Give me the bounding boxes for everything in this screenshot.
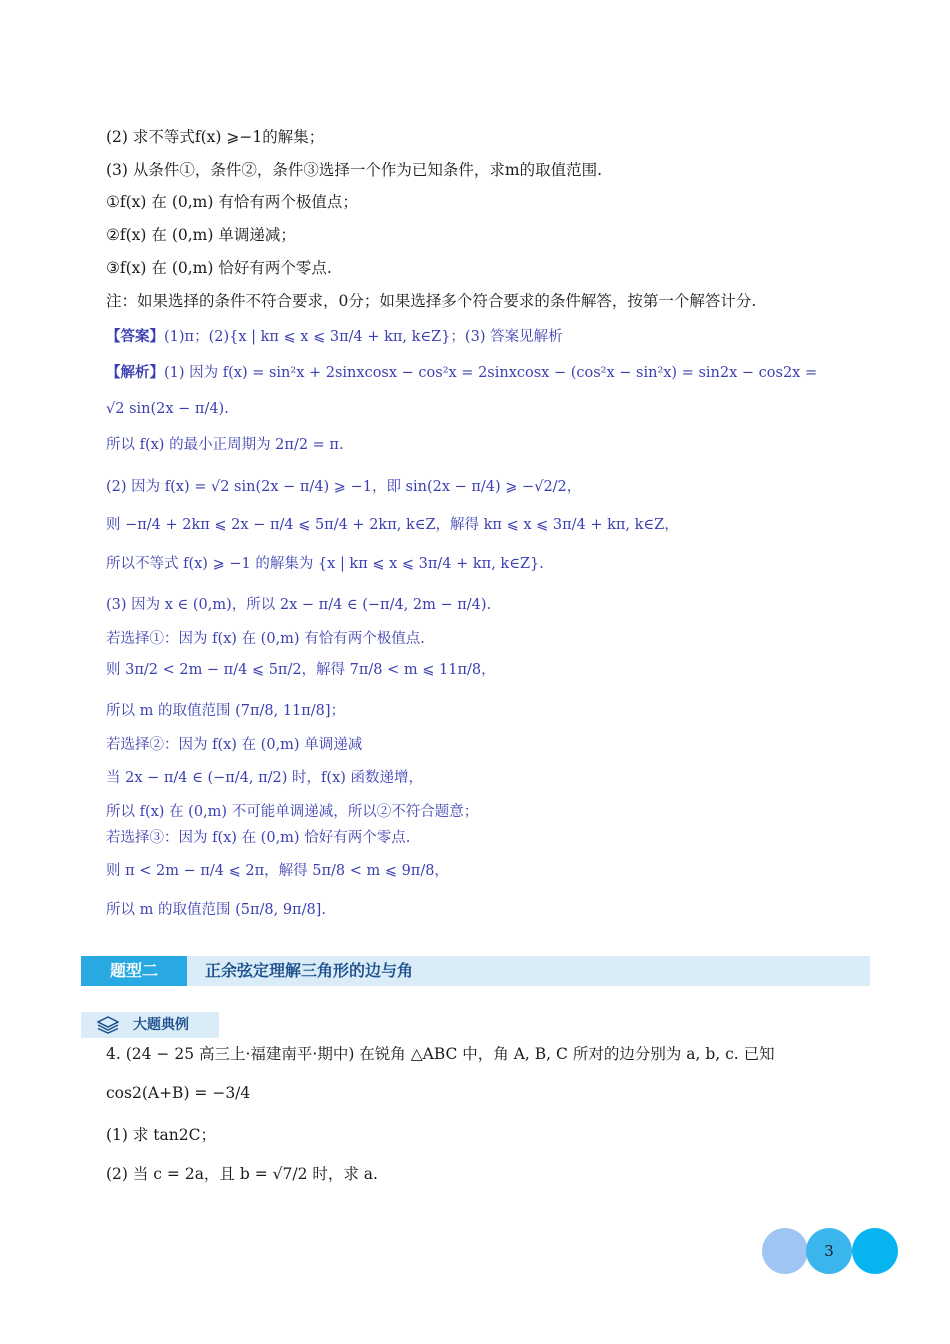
analysis-line-7: (3) 因为 x ∈ (0,m)，所以 2x − π/4 ∈ (−π/4, 2m − π/4). (106, 597, 492, 613)
analysis-line-8: 若选择①：因为 f(x) 在 (0,m) 有恰有两个极值点. (106, 631, 425, 647)
section-header (81, 956, 870, 986)
analysis-line-10: 所以 m 的取值范围 (7π/8, 11π/8]； (106, 703, 346, 719)
problem-4-stem: 4. (24 − 25 高三上·福建南平·期中) 在锐角 △ABC 中，角 A, B, C 所对的边分别为 a, b, c. 已知 (106, 1045, 775, 1063)
analysis-line-4: (2) 因为 f(x) = √2 sin(2x − π/4) ⩾ −1，即 sin(2x − π/4) ⩾ −√2/2， (106, 479, 582, 495)
example-badge (81, 1012, 219, 1038)
problem-4-part-2: (2) 当 c = 2a，且 b = √7/2 时，求 a. (106, 1165, 378, 1183)
condition-2: ②f(x) 在 (0,m) 单调递减； (106, 226, 296, 244)
analysis-line-15: 则 π < 2m − π/4 ⩽ 2π，解得 5π/8 < m ⩽ 9π/8， (106, 863, 449, 879)
problem-4-given: cos2(A+B) = −3/4 (106, 1084, 251, 1102)
analysis-line-14: 若选择③：因为 f(x) 在 (0,m) 恰好有两个零点. (106, 830, 411, 846)
section-title: 正余弦定理解三角形的边与角 (205, 961, 414, 980)
page-number-badge (762, 1228, 902, 1278)
problem-4-part-1: (1) 求 tan2C； (106, 1126, 216, 1144)
condition-3: ③f(x) 在 (0,m) 恰好有两个零点. (106, 259, 332, 277)
analysis-line-1 (106, 362, 817, 384)
answer-tag: 【答案】 (106, 328, 164, 345)
analysis-line-5: 则 −π/4 + 2kπ ⩽ 2x − π/4 ⩽ 5π/4 + 2kπ, k∈Z，解得 kπ ⩽ x ⩽ 3π/4 + kπ, k∈Z， (106, 517, 679, 533)
layers-icon (97, 1016, 119, 1034)
analysis-line-6: 所以不等式 f(x) ⩾ −1 的解集为 {x | kπ ⩽ x ⩽ 3π/4 + kπ, k∈Z}. (106, 556, 544, 572)
question-part-2: (2) 求不等式f(x) ⩾−1的解集； (106, 128, 325, 146)
condition-1: ①f(x) 在 (0,m) 有恰有两个极值点； (106, 193, 358, 211)
section-tag: 题型二 (81, 956, 187, 986)
analysis-tag: 【解析】 (106, 364, 164, 381)
answer-line (106, 326, 563, 348)
analysis-line-2: √2 sin(2x − π/4). (106, 401, 229, 417)
analysis-line-11: 若选择②：因为 f(x) 在 (0,m) 单调递减 (106, 737, 363, 753)
example-label: 大题典例 (133, 1017, 189, 1033)
analysis-line-3: 所以 f(x) 的最小正周期为 2π/2 = π. (106, 437, 344, 453)
page-circle-right (852, 1228, 898, 1274)
page-number: 3 (824, 1242, 834, 1260)
analysis-line-12: 当 2x − π/4 ∈ (−π/4, π/2) 时，f(x) 函数递增， (106, 770, 424, 786)
grading-note: 注：如果选择的条件不符合要求，0分；如果选择多个符合要求的条件解答，按第一个解答计分. (106, 292, 757, 310)
analysis-text-1: (1) 因为 f(x) = sin²x + 2sinxcosx − cos²x = 2sinxcosx − (cos²x − sin²x) = sin2x − cos2x = (164, 365, 818, 381)
analysis-line-9: 则 3π/2 < 2m − π/4 ⩽ 5π/2，解得 7π/8 < m ⩽ 11π/8， (106, 662, 496, 678)
analysis-line-16: 所以 m 的取值范围 (5π/8, 9π/8]. (106, 902, 326, 918)
analysis-line-13: 所以 f(x) 在 (0,m) 不可能单调递减，所以②不符合题意； (106, 804, 479, 820)
answer-text: (1)π；(2){x | kπ ⩽ x ⩽ 3π/4 + kπ, k∈Z}；(3) 答案见解析 (164, 329, 563, 345)
page-circle-left (762, 1228, 808, 1274)
question-part-3: (3) 从条件①，条件②，条件③选择一个作为已知条件，求m的取值范围. (106, 161, 603, 179)
